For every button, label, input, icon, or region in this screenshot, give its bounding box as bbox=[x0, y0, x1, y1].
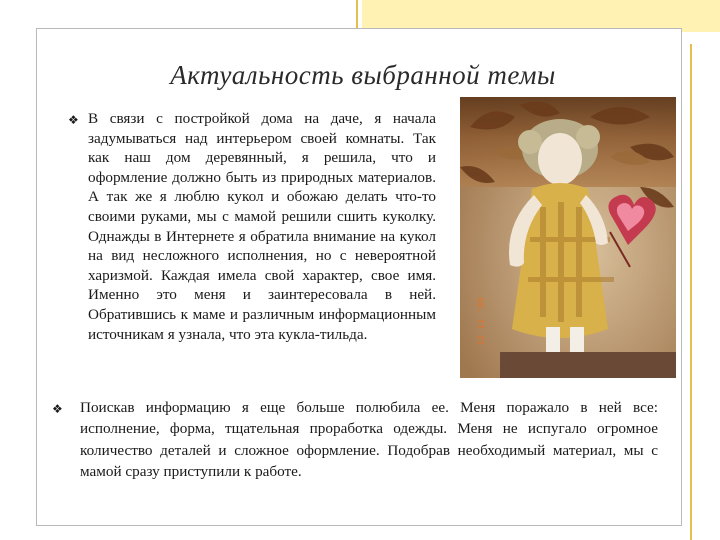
bullet-icon: ❖ bbox=[52, 402, 63, 416]
paragraph-2: Поискав информацию я еще больше полюбила ее. Меня поражало в ней все: исполнение, форма, тщательная проработка одежды. Меня не испугало огромное количество деталей и сложное оформление. Подобрав необходимый материал, мы с мамой сразу приступили к работе. bbox=[80, 399, 658, 481]
paragraph-1: В связи с постройкой дома на даче, я начала задумываться над интерьером своей комнаты. Так как наш дом деревянный, я решила, что и оформление должно быть из природных материалов. А так же я люблю кукол и обожаю делать что-то своими руками, мы с мамой решили сшить куколку. Однажды в Интернете я обратила внимание на кукол на вид несложного исполнения, но с невероятной харизмой. Каждая имела свой характер, свое имя. Именно это меня и заинтересовала в ней. Обратившись к маме и различным информационным источникам я узнала, что эта кукла-тильда. bbox=[88, 110, 436, 343]
right-accent-line bbox=[690, 44, 692, 540]
photo-date-stamp: 12 11 '09 bbox=[477, 297, 487, 347]
doll-photo bbox=[460, 97, 676, 378]
slide-title: Актуальность выбранной темы bbox=[170, 60, 556, 90]
bullet-icon: ❖ bbox=[68, 113, 79, 127]
